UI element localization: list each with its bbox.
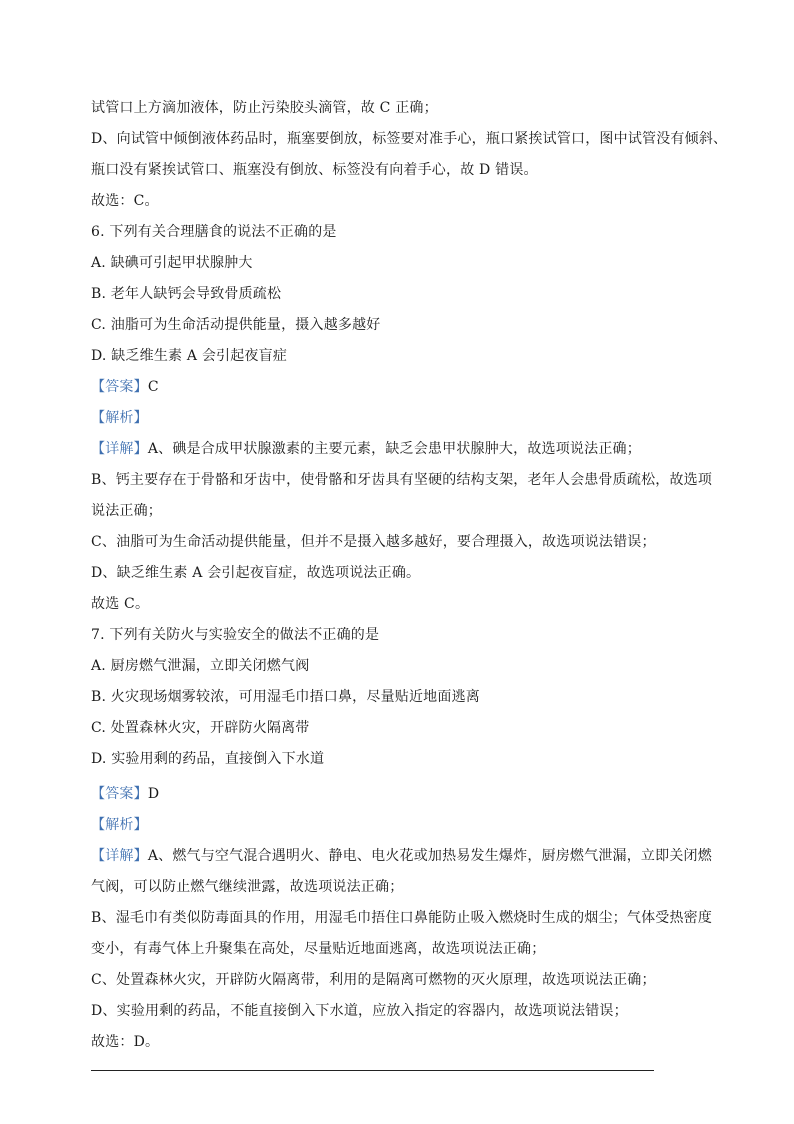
question-6-detail: B、钙主要存在于骨骼和牙齿中，使骨骼和牙齿具有坚硬的结构支架，老年人会患骨质疏松，故选项	[91, 472, 713, 488]
question-6-stem: 6. 下列有关合理膳食的说法不正确的是	[91, 224, 337, 240]
text-line: 试管口上方滴加液体，防止污染胶头滴管，故 C 正确；	[91, 100, 438, 116]
question-6-analysis-heading	[91, 408, 711, 428]
question-7-option-a: A. 厨房燃气泄漏，立即关闭燃气阀	[91, 658, 310, 674]
question-7-conclusion: 故选：D。	[91, 1034, 160, 1050]
answer-tag: 【答案】	[91, 379, 148, 395]
question-6-option-b: B. 老年人缺钙会导致骨质疏松	[91, 286, 282, 302]
question-7-analysis-heading	[91, 815, 711, 835]
question-6-detail: D、缺乏维生素 A 会引起夜盲症，故选项说法正确。	[91, 565, 421, 581]
question-7-detail	[91, 846, 711, 866]
detail-text: A、碘是合成甲状腺激素的主要元素，缺乏会患甲状腺肿大，故选项说法正确；	[147, 441, 641, 457]
text-line: D、向试管中倾倒液体药品时，瓶塞要倒放，标签要对准手心，瓶口紧挨试管口，图中试管没有倾斜、	[91, 131, 728, 147]
text-line: 故选：C。	[91, 193, 159, 209]
detail-tag: 【详解】	[91, 848, 148, 864]
question-7-answer	[91, 784, 711, 804]
question-7-detail: D、实验用剩的药品，不能直接倒入下水道，应放入指定的容器内，故选项说法错误；	[91, 1003, 628, 1019]
question-6-option-d: D. 缺乏维生素 A 会引起夜盲症	[91, 348, 288, 364]
question-7-option-d: D. 实验用剩的药品，直接倒入下水道	[91, 751, 325, 767]
detail-tag: 【详解】	[91, 441, 148, 457]
analysis-tag: 【解析】	[91, 410, 148, 426]
answer-tag: 【答案】	[91, 786, 148, 802]
answer-value: C	[147, 379, 159, 395]
question-7-detail: C、处置森林火灾，开辟防火隔离带，利用的是隔离可燃物的灭火原理，故选项说法正确；	[91, 972, 656, 988]
question-7-option-c: C. 处置森林火灾，开辟防火隔离带	[91, 720, 310, 736]
question-7-detail: B、湿毛巾有类似防毒面具的作用，用湿毛巾捂住口鼻能防止吸入燃烧时生成的烟尘；气体受热密度	[91, 910, 713, 926]
question-7-detail: 气阀，可以防止燃气继续泄露，故选项说法正确；	[91, 879, 404, 895]
answer-value: D	[147, 786, 160, 802]
question-7-detail: 变小，有毒气体上升聚集在高处，尽量贴近地面逃离，故选项说法正确；	[91, 941, 546, 957]
footer-divider	[91, 1070, 654, 1071]
analysis-tag: 【解析】	[91, 817, 148, 833]
question-6-option-c: C. 油脂可为生命活动提供能量，摄入越多越好	[91, 317, 381, 333]
detail-text: A、燃气与空气混合遇明火、静电、电火花或加热易发生爆炸，厨房燃气泄漏，立即关闭燃	[147, 848, 712, 864]
question-7-stem: 7. 下列有关防火与实验安全的做法不正确的是	[91, 627, 380, 643]
question-6-option-a: A. 缺碘可引起甲状腺肿大	[91, 255, 253, 271]
question-6-detail	[91, 439, 711, 459]
question-6-detail: 说法正确；	[91, 503, 162, 519]
question-6-detail: C、油脂可为生命活动提供能量，但并不是摄入越多越好，要合理摄入，故选项说法错误；	[91, 534, 656, 550]
question-6-conclusion: 故选 C。	[91, 596, 150, 612]
question-7-option-b: B. 火灾现场烟雾较浓，可用湿毛巾捂口鼻，尽量贴近地面逃离	[91, 689, 480, 705]
question-6-answer	[91, 377, 711, 397]
text-line: 瓶口没有紧挨试管口、瓶塞没有倒放、标签没有向着手心，故 D 错误。	[91, 162, 538, 178]
